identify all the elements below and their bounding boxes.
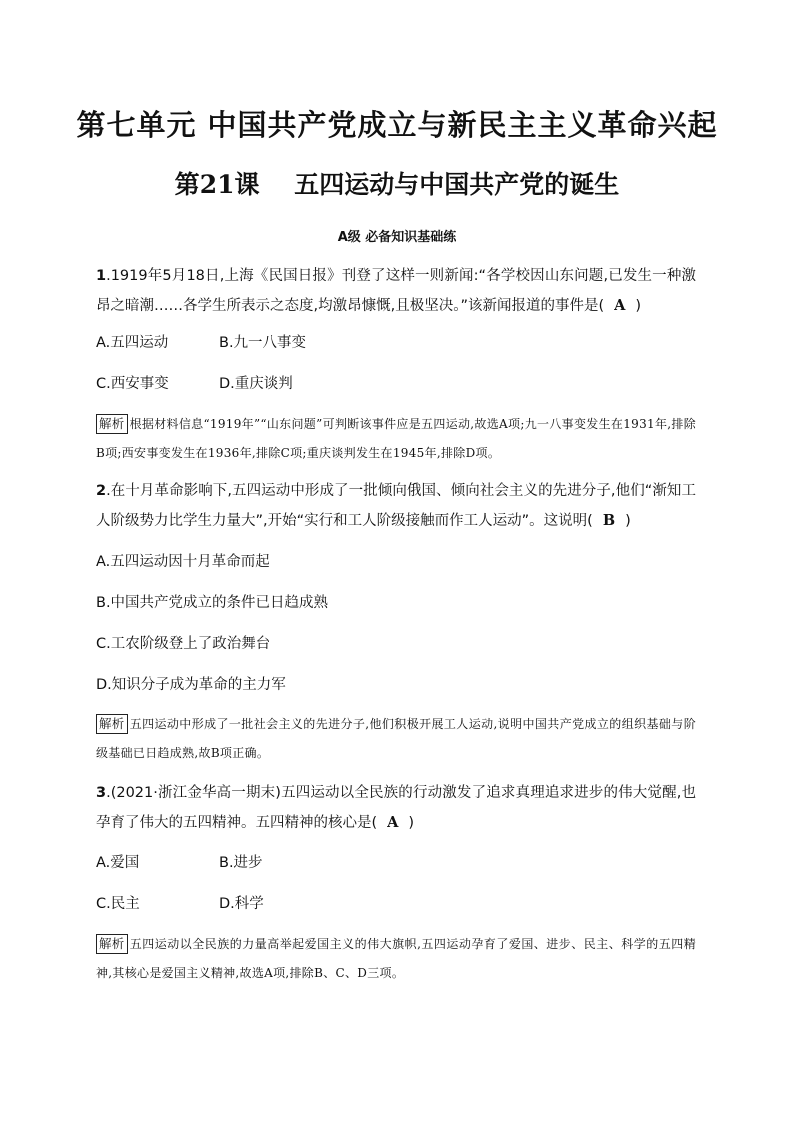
- unit-title: 第七单元 中国共产党成立与新民主主义革命兴起: [76, 108, 718, 142]
- question-text: .(2021·浙江金华高一期末)五四运动以全民族的行动激发了追求真理追求进步的伟大觉醒,也孕育了伟大的五四精神。五四精神的核心是(: [96, 785, 696, 831]
- question-text-end: ): [408, 815, 415, 831]
- analysis-1: [96, 410, 696, 468]
- analysis-3: [96, 930, 696, 988]
- question-2: [96, 477, 696, 536]
- option-d: D.重庆谈判: [219, 376, 293, 392]
- lesson-name: 课 五四运动与中国共产党的诞生: [234, 170, 620, 199]
- option-c: C.民主: [96, 896, 140, 912]
- analysis-2: [96, 710, 696, 768]
- analysis-label: 解析: [96, 414, 128, 434]
- answer-choice: A: [614, 297, 626, 314]
- question-number: 3: [96, 785, 107, 801]
- option-c: C.工农阶级登上了政治舞台: [96, 636, 271, 652]
- option-b: B.中国共产党成立的条件已日趋成熟: [96, 595, 329, 611]
- analysis-text: 根据材料信息“1919年”“山东问题”可判断该事件应是五四运动,故选A项;九一八事变发生在1931年,排除B项;西安事变发生在1936年,排除C项;重庆谈判发生在1945年,排除D项。: [96, 417, 696, 460]
- answer-choice: B: [602, 512, 616, 529]
- option-d: D.科学: [219, 896, 264, 912]
- lesson-title: [0, 165, 794, 201]
- analysis-text: 五四运动中形成了一批社会主义的先进分子,他们积极开展工人运动,说明中国共产党成立的组织基础与阶级基础已日趋成熟,故B项正确。: [96, 717, 696, 760]
- option-c: C.西安事变: [96, 376, 169, 392]
- question-1: [96, 262, 696, 321]
- analysis-text: 五四运动以全民族的力量高举起爱国主义的伟大旗帜,五四运动孕育了爱国、进步、民主、科学的五四精神,其核心是爱国主义精神,故选A项,排除B、C、D三项。: [96, 937, 696, 980]
- option-a: A.爱国: [96, 855, 140, 871]
- question-number: 2: [96, 483, 107, 499]
- question-number: 1: [96, 268, 107, 284]
- option-a: A.五四运动因十月革命而起: [96, 554, 270, 570]
- analysis-label: 解析: [96, 934, 128, 954]
- analysis-label: 解析: [96, 714, 128, 734]
- answer-choice: A: [387, 814, 399, 831]
- option-a: A.五四运动: [96, 335, 169, 351]
- option-d: D.知识分子成为革命的主力军: [96, 677, 286, 693]
- question-text-end: ): [625, 513, 631, 529]
- question-text: .在十月革命影响下,五四运动中形成了一批倾向俄国、倾向社会主义的先进分子,他们“渐知工人阶级势力比学生力量大”,开始“实行和工人阶级接触而作工人运动”。这说明(: [96, 483, 696, 529]
- lesson-prefix: 第: [174, 170, 200, 199]
- lesson-number: 21: [199, 170, 235, 199]
- level-title: A级 必备知识基础练: [337, 230, 457, 245]
- question-text: .1919年5月18日,上海《民国日报》刊登了这样一则新闻:“各学校因山东问题,已发生一种激昂之暗潮……各学生所表示之态度,均激昂慷慨,且极坚决。”该新闻报道的事件是(: [96, 268, 696, 314]
- question-text-end: ): [635, 298, 642, 314]
- question-3: [96, 779, 696, 838]
- option-b: B.进步: [219, 855, 263, 871]
- option-b: B.九一八事变: [219, 335, 307, 351]
